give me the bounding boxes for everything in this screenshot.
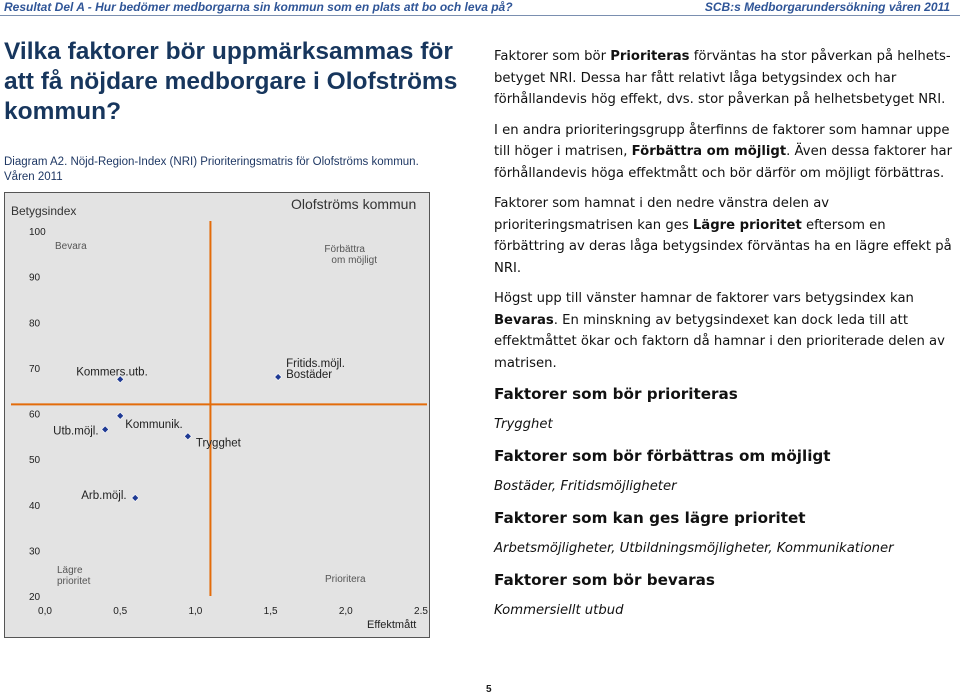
data-point-label: Trygghet	[195, 437, 241, 450]
text: Högst upp till vänster hamnar de faktorer vars betygsindex kan	[494, 291, 914, 306]
text: . Även dessa faktorer har förhållandevis höga effektmått och bör därför om möjligt förbättras.	[494, 144, 953, 181]
text: förväntas ha stor påverkan på helhets-betyget NRI. Dessa har fått relativt låga betygsindex och har förhållandevis hög effekt, dvs. stor påverkan på helhetsbetyget NRI.	[494, 49, 951, 107]
data-point-label: Kommers.utb.	[76, 366, 148, 379]
y-tick-label: 70	[29, 363, 41, 375]
data-point-label: Bostäder	[286, 369, 333, 381]
text: . En minskning av betygsindexet kan dock leda till att effektmåttet ökar och faktorn då hamnar i den prioriterade delen av matrisen.	[494, 312, 945, 371]
section-heading-lagre-prioritet: Faktorer som kan ges lägre prioritet	[494, 509, 806, 527]
explanation-forbattra	[494, 120, 956, 185]
section-body-prioritera: Trygghet	[494, 417, 553, 432]
x-tick-label: 2,0	[338, 606, 353, 617]
emphasis: Förbättra om möjligt	[631, 144, 787, 159]
y-tick-label: 80	[29, 318, 41, 330]
quadrant-label-prioritera: Prioritera	[325, 574, 366, 585]
priority-matrix-chart	[4, 192, 430, 638]
quadrant-label-lagre-prioritet: Lägre	[57, 565, 83, 576]
chart-title: Olofströms kommun	[291, 196, 417, 212]
y-tick-label: 40	[29, 500, 41, 512]
y-axis-title: Betygsindex	[11, 204, 77, 218]
emphasis: Lägre prioritet	[692, 217, 802, 233]
section-heading-forbattra: Faktorer som bör förbättras om möjligt	[494, 447, 831, 465]
data-point-marker	[117, 412, 124, 419]
y-tick-label: 20	[29, 592, 41, 603]
data-point-label: Fritids.möjl.	[286, 358, 345, 370]
text: I en andra prioriteringsgrupp återfinns de faktorer som hamnar uppe till höger i matrisen,	[494, 122, 950, 159]
data-point-label: Utb.möjl.	[53, 425, 99, 438]
x-tick-label: 1,0	[188, 606, 203, 617]
quadrant-label-lagre-prioritet: prioritet	[57, 576, 91, 587]
section-heading-bevara: Faktorer som bör bevaras	[494, 571, 715, 589]
quadrant-label-forbattra: om möjligt	[331, 255, 377, 266]
quadrant-label-bevara: Bevara	[55, 241, 87, 252]
diagram-caption-line2: Våren 2011	[4, 171, 63, 183]
data-point-label: Arb.möjl.	[81, 489, 127, 502]
data-point-marker	[132, 494, 139, 501]
explanation-prioritera	[494, 46, 956, 111]
page-title: Vilka faktorer bör uppmärksammas för att få nöjdare medborgare i Olofströms kommun?	[4, 38, 458, 125]
data-point-marker	[184, 433, 191, 440]
section-body-lagre-prioritet: Arbetsmöjligheter, Utbildningsmöjligheter, Kommunikationer	[494, 541, 894, 556]
explanation-lagre-prioritet	[494, 193, 956, 279]
x-tick-label: 0,5	[113, 606, 128, 617]
section-body-forbattra: Bostäder, Fritidsmöjligheter	[494, 479, 677, 494]
diagram-caption-line1: Diagram A2. Nöjd-Region-Index (NRI) Prioriteringsmatris för Olofströms kommun.	[4, 156, 419, 168]
diagram-caption	[4, 155, 474, 185]
section-heading-prioritera: Faktorer som bör prioriteras	[494, 385, 738, 403]
y-tick-label: 90	[29, 272, 41, 284]
quadrant-label-forbattra: Förbättra	[324, 244, 365, 255]
data-point-marker	[275, 374, 282, 381]
text: Faktorer som hamnat i den nedre vänstra delen av prioriteringsmatrisen kan ges	[494, 196, 830, 233]
header-survey-name: SCB:s Medborgarundersökning våren 2011	[704, 0, 950, 14]
x-tick-label: 1,5	[263, 606, 278, 617]
text: Faktorer som bör	[494, 49, 611, 64]
emphasis: Prioriteras	[610, 49, 690, 64]
y-tick-label: 50	[29, 455, 41, 467]
x-axis-title: Effektmått	[367, 619, 417, 631]
y-tick-label: 60	[29, 409, 41, 421]
page-header	[0, 0, 960, 16]
data-point-label: Kommunik.	[125, 418, 183, 431]
section-body-bevara: Kommersiellt utbud	[494, 603, 624, 618]
x-tick-label: 0,0	[38, 606, 52, 617]
page-number: 5	[486, 684, 492, 695]
explanation-bevara	[494, 288, 956, 374]
text: eftersom en förbättring av deras låga betygsindex förväntas ha en lägre effekt på NRI.	[494, 217, 952, 276]
y-tick-label: 30	[29, 546, 41, 558]
explanation-column	[494, 46, 956, 631]
header-report-title: Resultat Del A - Hur bedömer medborgarna sin kommun som en plats att bo och leva på?	[4, 0, 513, 14]
y-tick-label: 100	[29, 227, 46, 238]
chart-canvas	[5, 193, 429, 637]
x-tick-label: 2.5	[414, 606, 428, 617]
data-point-marker	[102, 426, 109, 433]
emphasis: Bevaras	[494, 312, 554, 328]
